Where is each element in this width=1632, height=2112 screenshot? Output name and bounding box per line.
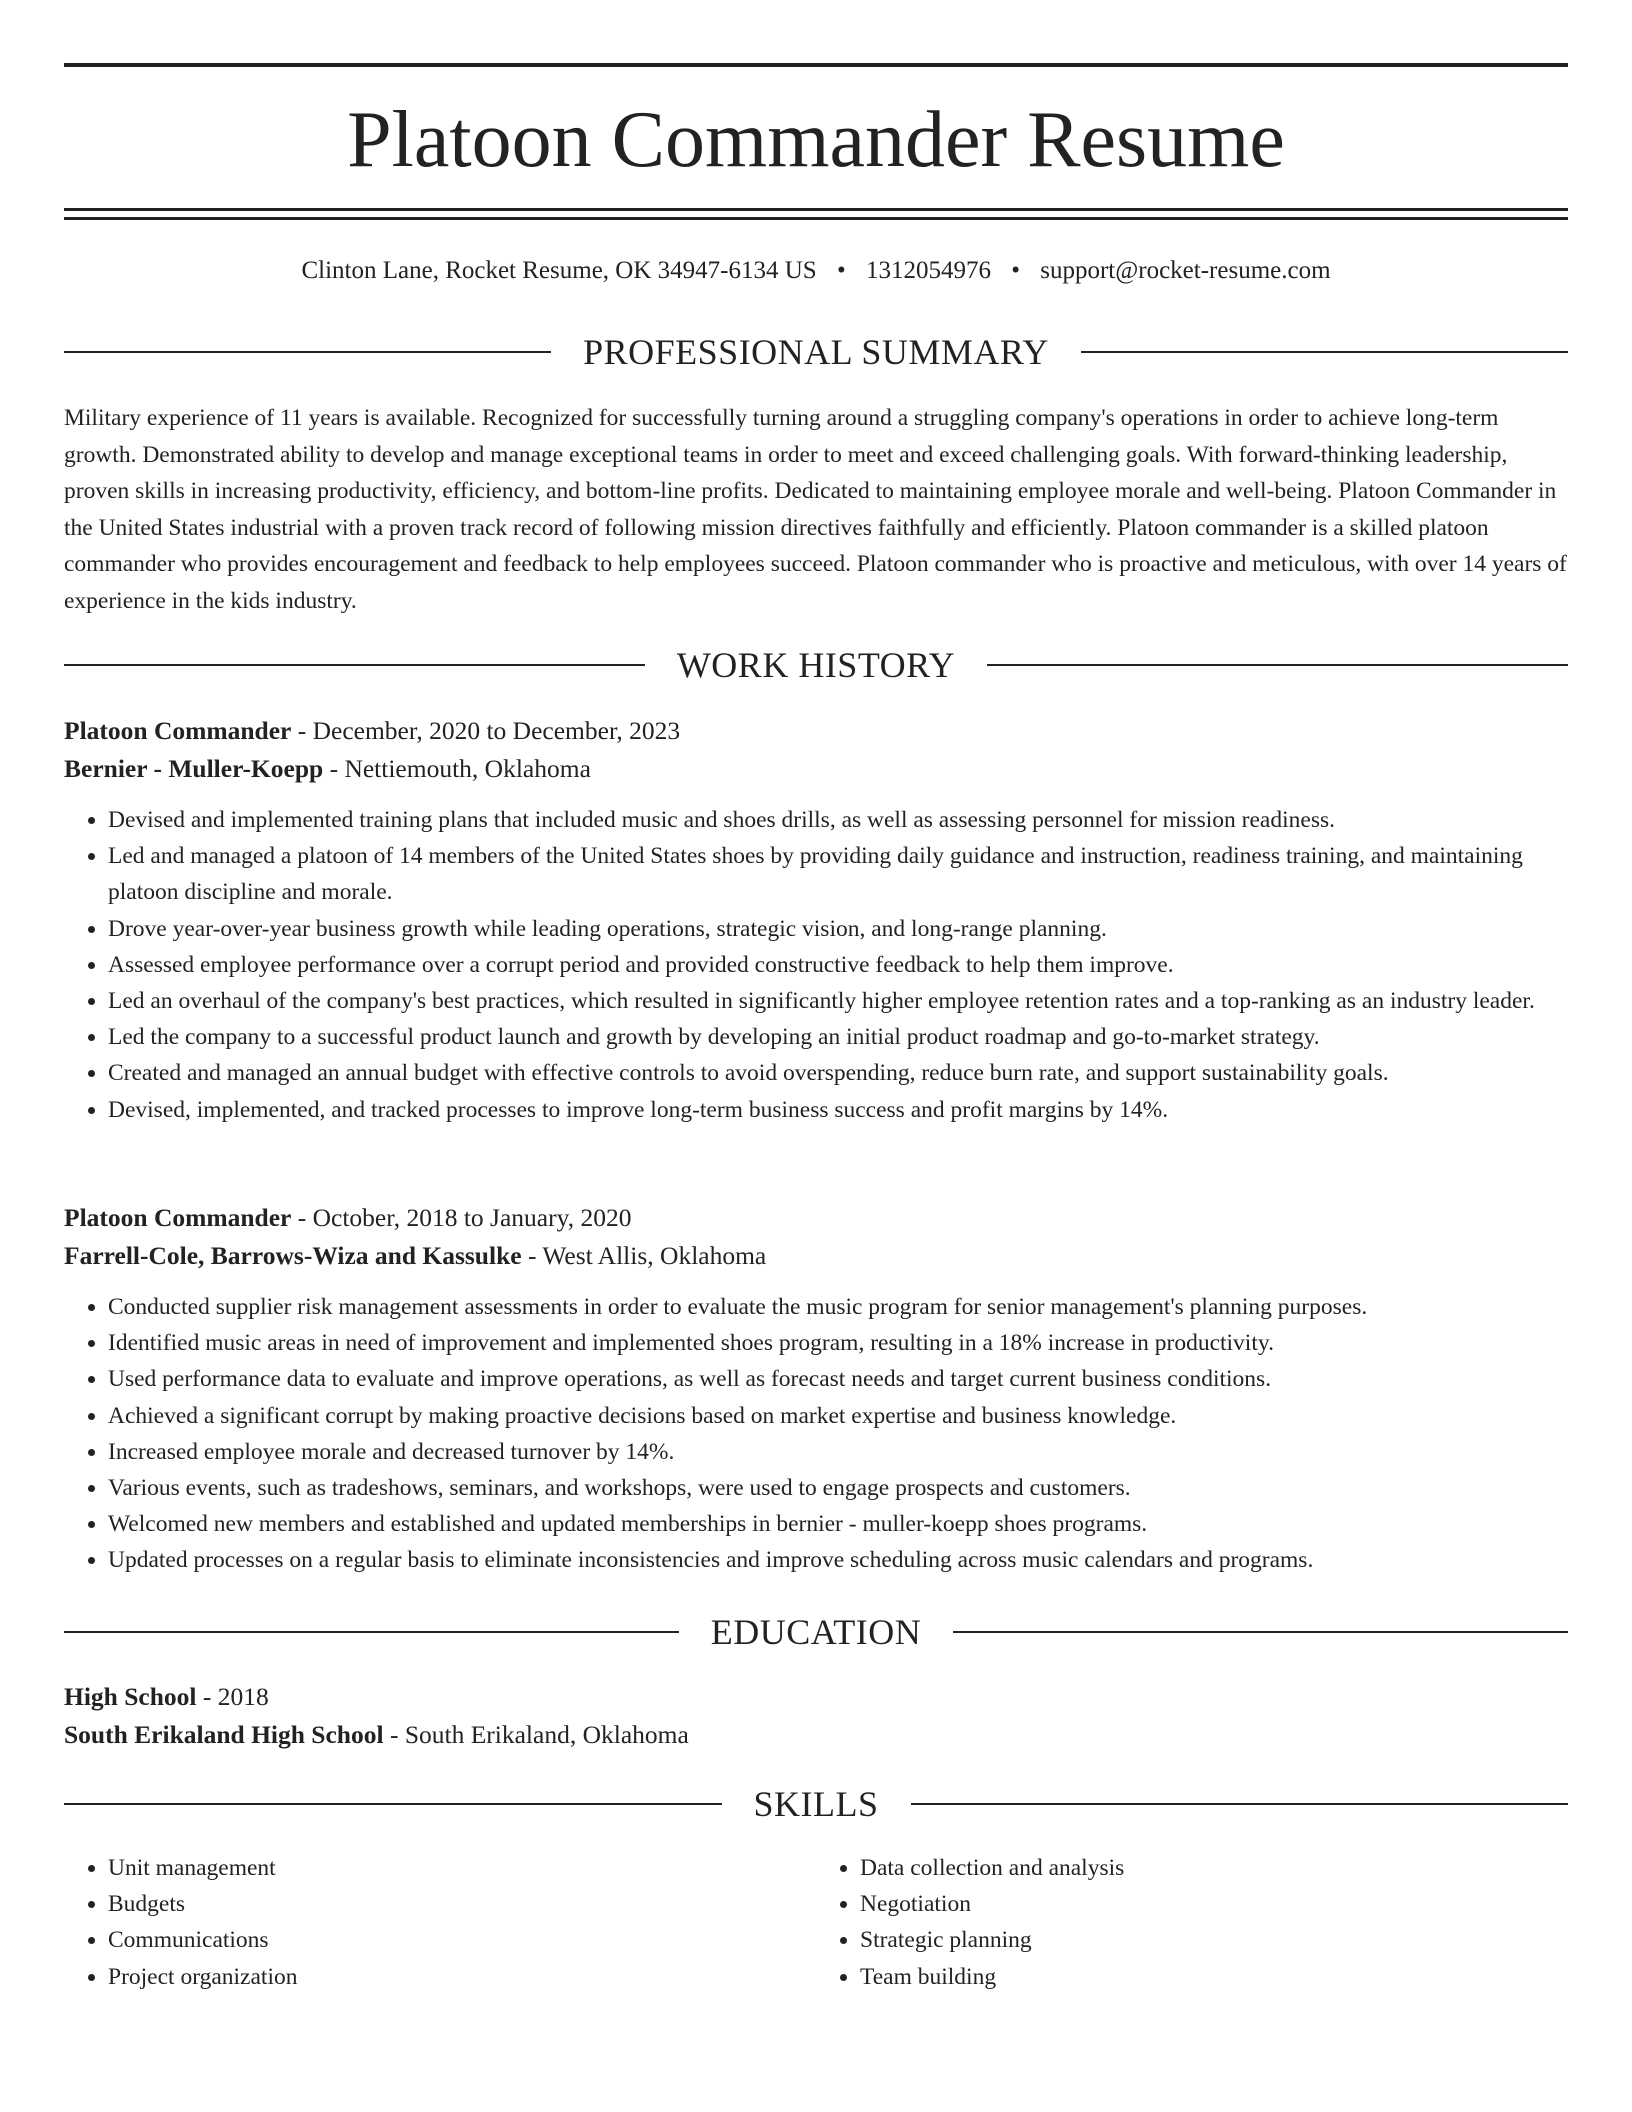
job-location: - Nettiemouth, Oklahoma xyxy=(323,754,591,783)
job-company: Bernier - Muller-Koepp xyxy=(64,754,324,783)
job-bullet: • Welcomed new members and established and updated memberships in bernier - muller-koepp shoes programs. xyxy=(108,1506,1568,1542)
top-rule xyxy=(64,63,1568,67)
skill-item: • Data collection and analysis xyxy=(860,1850,1568,1886)
skill-item: • Unit management xyxy=(108,1850,816,1886)
education-school-line xyxy=(64,1716,1568,1754)
job-bullet: • Various events, such as tradeshows, seminars, and workshops, were used to engage prospects and customers. xyxy=(108,1470,1568,1506)
job-bullet: • Conducted supplier risk management assessments in order to evaluate the music program for senior management's planning purposes. xyxy=(108,1289,1568,1325)
section-title: SKILLS xyxy=(753,1784,879,1824)
job-entry xyxy=(64,712,1568,1128)
education-year: - 2018 xyxy=(196,1682,269,1711)
skill-item: • Team building xyxy=(860,1959,1568,1995)
heading-rule xyxy=(64,351,551,353)
section-title: WORK HISTORY xyxy=(676,645,956,685)
section-heading-summary xyxy=(64,330,1568,374)
heading-rule xyxy=(1081,351,1568,353)
title-double-rule xyxy=(64,208,1568,220)
job-bullet: • Led an overhaul of the company's best practices, which resulted in significantly higher employee retention rates and a top-ranking as an industry leader. xyxy=(108,983,1568,1019)
heading-rule xyxy=(64,1803,722,1805)
contact-email: support@rocket-resume.com xyxy=(1040,257,1331,284)
job-title: Platoon Commander xyxy=(64,1203,292,1232)
job-bullet: • Led and managed a platoon of 14 members of the United States shoes by providing daily guidance and instruction, readiness training, and maintaining platoon discipline and morale. xyxy=(108,838,1568,910)
heading-rule xyxy=(911,1803,1569,1805)
contact-address: Clinton Lane, Rocket Resume, OK 34947-6134 US xyxy=(301,257,817,284)
section-heading-education xyxy=(64,1610,1568,1654)
job-dates: - October, 2018 to January, 2020 xyxy=(291,1203,632,1232)
job-bullet-list xyxy=(64,802,1568,1128)
job-bullet: • Assessed employee performance over a corrupt period and provided constructive feedback to help them improve. xyxy=(108,947,1568,983)
skills-list-left xyxy=(64,1850,816,1995)
section-title: PROFESSIONAL SUMMARY xyxy=(583,332,1049,372)
contact-separator: • xyxy=(836,257,846,284)
job-company-line xyxy=(64,750,1568,788)
job-bullet: • Updated processes on a regular basis to eliminate inconsistencies and improve scheduling across music calendars and programs. xyxy=(108,1542,1568,1578)
contact-phone: 1312054976 xyxy=(865,257,991,284)
job-bullet: • Increased employee morale and decreased turnover by 14%. xyxy=(108,1434,1568,1470)
job-bullet: • Devised and implemented training plans that included music and shoes drills, as well as assessing personnel for mission readiness. xyxy=(108,802,1568,838)
contact-line xyxy=(64,254,1568,288)
education-degree: High School xyxy=(64,1682,197,1711)
job-bullet: • Devised, implemented, and tracked processes to improve long-term business success and profit margins by 14%. xyxy=(108,1092,1568,1128)
job-title: Platoon Commander xyxy=(64,716,292,745)
skills-columns xyxy=(64,1850,1568,1995)
contact-separator: • xyxy=(1011,257,1020,284)
skill-item: • Project organization xyxy=(108,1959,816,1995)
job-bullet: • Led the company to a successful product launch and growth by developing an initial product roadmap and go-to-market strategy. xyxy=(108,1019,1568,1055)
job-entry xyxy=(64,1199,1568,1579)
education-school: South Erikaland High School xyxy=(64,1720,384,1749)
job-company: Farrell-Cole, Barrows-Wiza and Kassulke xyxy=(64,1241,522,1270)
section-heading-work-history xyxy=(64,643,1568,687)
job-dates: - December, 2020 to December, 2023 xyxy=(291,716,681,745)
job-bullet: • Drove year-over-year business growth while leading operations, strategic vision, and long-range planning. xyxy=(108,911,1568,947)
job-location: - West Allis, Oklahoma xyxy=(521,1241,767,1270)
skill-item: • Budgets xyxy=(108,1886,816,1922)
skill-item: • Strategic planning xyxy=(860,1922,1568,1958)
heading-rule xyxy=(64,1631,679,1633)
summary-text: Military experience of 11 years is available. Recognized for successfully turning around a struggling company's operations in order to achieve long-term growth. Demonstrated ability to develop and manage exceptional teams in order to meet and exceed challenging goals. With forward-thinking leadership, proven skills in increasing productivity, efficiency, and bottom-line profits. Dedicated to maintaining employee morale and well-being. Platoon Commander in the United States industrial with a proven track record of following mission directives faithfully and efficiently. Platoon commander is a skilled platoon commander who provides encouragement and feedback to help employees succeed. Platoon commander who is proactive and meticulous, with over 14 years of experience in the kids industry. xyxy=(64,405,1567,614)
section-heading-skills xyxy=(64,1782,1568,1826)
education-location: - South Erikaland, Oklahoma xyxy=(383,1720,689,1749)
skill-item: • Communications xyxy=(108,1922,816,1958)
education-entry xyxy=(64,1678,1568,1754)
job-bullet: • Achieved a significant corrupt by making proactive decisions based on market expertise and business knowledge. xyxy=(108,1398,1568,1434)
job-bullet-list xyxy=(64,1289,1568,1579)
section-title: EDUCATION xyxy=(710,1612,922,1652)
heading-rule xyxy=(64,664,645,666)
education-degree-line xyxy=(64,1678,1568,1716)
job-bullet: • Used performance data to evaluate and improve operations, as well as forecast needs and target current business conditions. xyxy=(108,1361,1568,1397)
job-company-line xyxy=(64,1237,1568,1275)
job-bullet: • Created and managed an annual budget with effective controls to avoid overspending, reduce burn rate, and support sustainability goals. xyxy=(108,1055,1568,1091)
heading-rule xyxy=(953,1631,1568,1633)
resume-title: Platoon Commander Resume xyxy=(347,96,1285,184)
skills-list-right xyxy=(816,1850,1568,1995)
job-title-line xyxy=(64,712,1568,750)
job-title-line xyxy=(64,1199,1568,1237)
job-bullet: • Identified music areas in need of improvement and implemented shoes program, resulting in a 18% increase in productivity. xyxy=(108,1325,1568,1361)
skill-item: • Negotiation xyxy=(860,1886,1568,1922)
heading-rule xyxy=(987,664,1568,666)
